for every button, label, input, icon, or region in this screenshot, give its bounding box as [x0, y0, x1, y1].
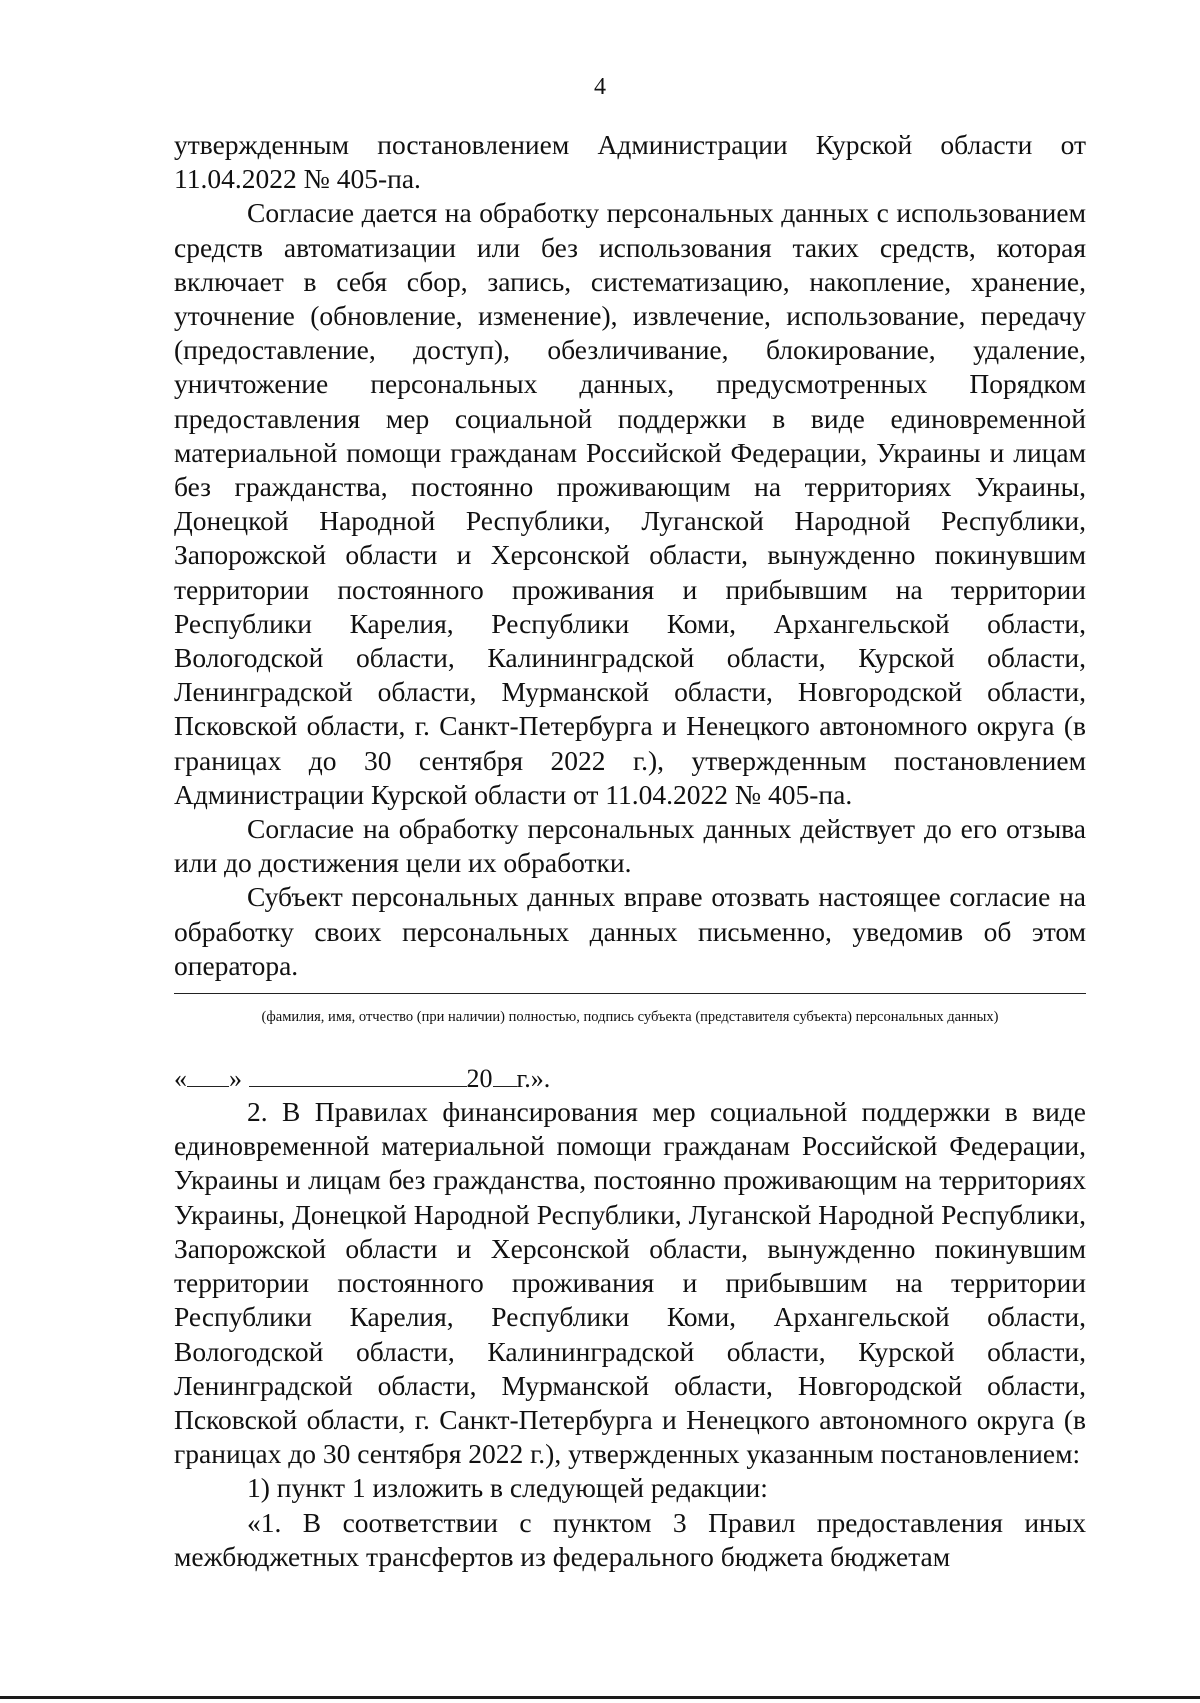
document-body: [174, 128, 1086, 1574]
date-year-prefix: 20: [466, 1064, 493, 1094]
paragraph-item-2: 2. В Правилах финансирования мер социальной поддержки в виде единовременной материальной помощи гражданам Российской Федерации, Украины и лицам без гражданства, постоянно проживающим на территориях Украины, Донецкой Народной Республики, Луганской Народной Республики, Запорожской области и Херсонской области, вынужденно покинувшим территории постоянного проживания и прибывшим на территории Республики Карелия, Республики Коми, Архангельской области, Вологодской области, Калининградской области, Курской области, Ленинградской области, Мурманской области, Новгородской области, Псковской области, г. Санкт-Петербурга и Ненецкого автономного округа (в границах до 30 сентября 2022 г.), утвержденных указанным постановлением:: [174, 1096, 1086, 1470]
date-close-quote: »: [229, 1064, 242, 1094]
page-number: 4: [594, 74, 606, 100]
date-month-blank: [249, 1064, 467, 1087]
paragraph-consent-scope: Согласие дается на обработку персональных данных с использованием средств автоматизации или без использования таких средств, которая включает в себя сбор, запись, систематизацию, накопление, хранение, уточнение (обновление, изменение), извлечение, использование, передачу (предоставление, доступ), обезличивание, блокирование, удаление, уничтожение персональных данных, предусмотренных Порядком предоставления мер социальной поддержки в виде единовременной материальной помощи гражданам Российской Федерации, Украины и лицам без гражданства, постоянно проживающим на территориях Украины, Донецкой Народной Республики, Луганской Народной Республики, Запорожской области и Херсонской области, вынужденно покинувшим территории постоянного проживания и прибывшим на территории Республики Карелия, Республики Коми, Архангельской области, Вологодской области, Калининградской области, Курской области, Ленинградской области, Мурманской области, Новгородской области, Псковской области, г. Санкт-Петербурга и Ненецкого автономного округа (в границах до 30 сентября 2022 г.), утвержденным постановлением Администрации Курской области от 11.04.2022 № 405-па.: [174, 197, 1086, 810]
paragraph-continuation: утвержденным постановлением Администрации Курской области от 11.04.2022 № 405-па.: [174, 129, 1086, 195]
paragraph-consent-validity: Согласие на обработку персональных данных действует до его отзыва или до достижения цели их обработки.: [174, 813, 1086, 879]
bottom-edge-line: [0, 1696, 1200, 1699]
date-day-blank: [187, 1064, 229, 1087]
date-open-quote: «: [174, 1064, 187, 1094]
signature-caption: (фамилия, имя, отчество (при наличии) полностью, подпись субъекта (представителя субъекта) персональных данных): [174, 993, 1086, 1027]
date-year-suffix: г.».: [516, 1064, 551, 1094]
paragraph-subitem-1: 1) пункт 1 изложить в следующей редакции:: [247, 1472, 768, 1504]
paragraph-consent-withdrawal: Субъект персональных данных вправе отозвать настоящее согласие на обработку своих персональных данных письменно, уведомив об этом оператора.: [174, 881, 1086, 981]
paragraph-quoted-item-1: «1. В соответствии с пунктом 3 Правил предоставления иных межбюджетных трансфертов из федерального бюджета бюджетам: [174, 1506, 1086, 1572]
date-year-blank: [493, 1064, 517, 1087]
date-line: [174, 1063, 1086, 1095]
